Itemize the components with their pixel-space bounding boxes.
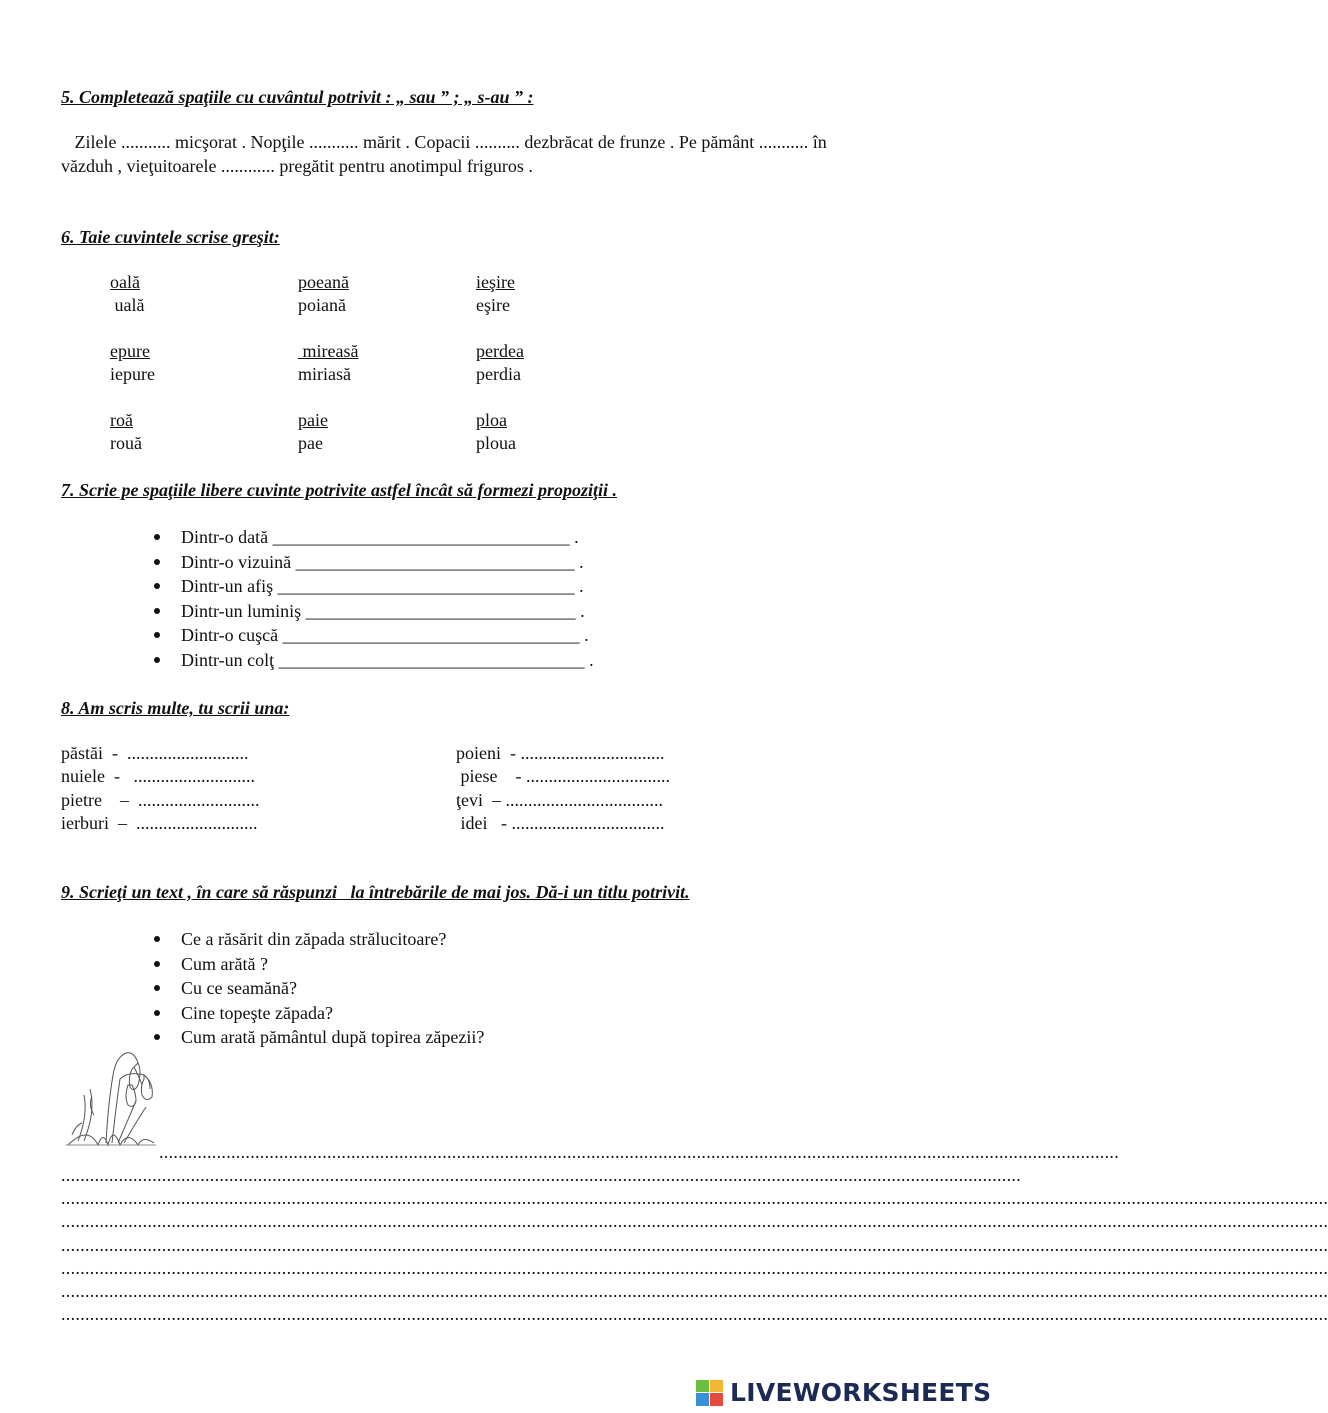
question-item: Cu ce seamănă? (146, 976, 484, 1001)
word-option[interactable]: ploa (476, 410, 507, 430)
logo-text: LIVEWORKSHEETS (730, 1378, 992, 1407)
ex9-question-list (146, 927, 484, 1050)
writing-line[interactable]: ........................................................................................................................................................................................................ (159, 1142, 1119, 1162)
word-option[interactable]: miriasă (298, 364, 351, 384)
fill-in-sentence[interactable]: Dintr-un luminiş ______________________________ . (146, 599, 594, 624)
word-option[interactable]: epure (110, 341, 150, 361)
plural-row[interactable]: păstăi - ........................... (61, 743, 249, 763)
word-option[interactable]: paie (298, 410, 328, 430)
ex5-heading: 5. Completează spaţiile cu cuvântul potrivit : „ sau ” ; „ s-au ” : (61, 87, 534, 107)
writing-line[interactable]: ........................................................................................................................................................................................................................................................................ (61, 1211, 1328, 1231)
ex7-heading: 7. Scrie pe spaţiile libere cuvinte potrivite astfel încât să formezi propoziţii . (61, 480, 617, 500)
fill-in-sentence[interactable]: Dintr-o vizuină _______________________________ . (146, 550, 594, 575)
ex6-heading: 6. Taie cuvintele scrise greşit: (61, 227, 280, 247)
ex5-text-line-1: Zilele ........... micşorat . Nopţile ........... mărit . Copacii .......... dezbrăcat de frunze . Pe pământ ........... în (61, 132, 827, 152)
writing-line[interactable]: ........................................................................................................................................................................................................................................................................ (61, 1304, 1328, 1324)
question-item: Cine topeşte zăpada? (146, 1001, 484, 1026)
word-option[interactable]: roă (110, 410, 133, 430)
question-item: Cum arată pământul după topirea zăpezii? (146, 1025, 484, 1050)
word-option[interactable]: poeană (298, 272, 349, 292)
word-option[interactable]: ieşire (476, 272, 515, 292)
word-option[interactable]: pae (298, 433, 323, 453)
writing-line[interactable]: ........................................................................................................................................................................................................................................................................ (61, 1188, 1328, 1208)
plural-row[interactable]: nuiele - ........................... (61, 766, 255, 786)
word-option[interactable]: perdia (476, 364, 521, 384)
writing-line[interactable]: ........................................................................................................................................................................................................ (61, 1165, 1021, 1185)
word-option[interactable]: rouă (110, 433, 142, 453)
fill-in-sentence[interactable]: Dintr-o cuşcă _________________________________ . (146, 623, 594, 648)
plural-row[interactable]: ţevi – ................................... (456, 790, 663, 810)
ex9-heading: 9. Scrieţi un text , în care să răspunzi la întrebările de mai jos. Dă-i un titlu potrivit. (61, 882, 690, 902)
question-item: Cum arătă ? (146, 952, 484, 977)
plural-row[interactable]: ierburi – ........................... (61, 813, 258, 833)
plural-row[interactable]: piese - ................................ (456, 766, 670, 786)
ex8-heading: 8. Am scris multe, tu scrii una: (61, 698, 290, 718)
fill-in-sentence[interactable]: Dintr-un colţ __________________________________ . (146, 648, 594, 673)
fill-in-sentence[interactable]: Dintr-un afiş _________________________________ . (146, 574, 594, 599)
word-option[interactable]: poiană (298, 295, 346, 315)
word-option[interactable]: uală (110, 295, 145, 315)
word-option[interactable]: iepure (110, 364, 155, 384)
word-option[interactable]: mireasă (298, 341, 359, 361)
word-option[interactable]: eşire (476, 295, 510, 315)
plural-row[interactable]: pietre – ........................... (61, 790, 260, 810)
writing-line[interactable]: ........................................................................................................................................................................................................................................................................ (61, 1258, 1328, 1278)
fill-in-sentence[interactable]: Dintr-o dată _________________________________ . (146, 525, 594, 550)
question-item: Ce a răsărit din zăpada strălucitoare? (146, 927, 484, 952)
ex7-sentence-list (146, 525, 594, 673)
ex5-text-line-2: văzduh , vieţuitoarele ............ pregătit pentru anotimpul friguros . (61, 156, 533, 176)
snowdrop-illustration (58, 1045, 168, 1155)
plural-row[interactable]: poieni - ................................ (456, 743, 665, 763)
word-option[interactable]: oală (110, 272, 140, 292)
word-option[interactable]: ploua (476, 433, 516, 453)
writing-line[interactable]: ........................................................................................................................................................................................................................................................................ (61, 1235, 1328, 1255)
writing-line[interactable]: ........................................................................................................................................................................................................................................................................ (61, 1281, 1328, 1301)
logo-badge-icon (695, 1378, 725, 1408)
plural-row[interactable]: idei - .................................. (456, 813, 665, 833)
word-option[interactable]: perdea (476, 341, 524, 361)
